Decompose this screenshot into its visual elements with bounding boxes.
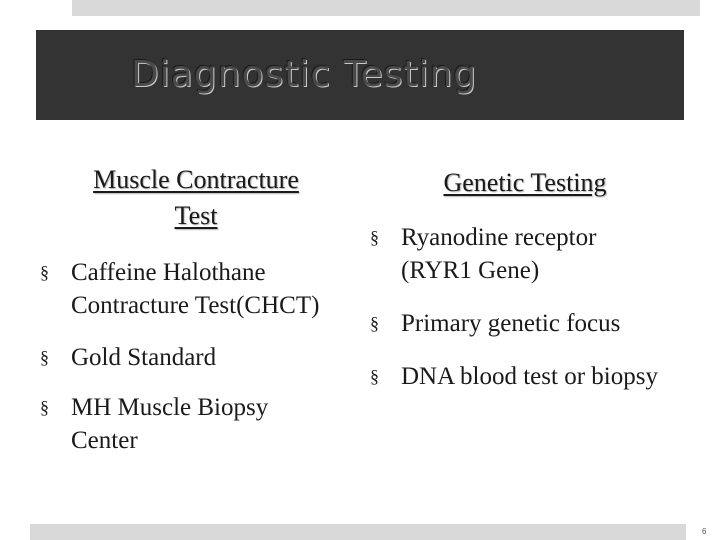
list-item bbox=[40, 256, 330, 322]
bullet-text: MH Muscle Biopsy Center bbox=[71, 394, 269, 454]
bullet-text: Gold Standard bbox=[71, 344, 217, 371]
bullet-text: Ryanodine receptor (RYR1 Gene) bbox=[401, 224, 597, 284]
right-bullet-list bbox=[370, 221, 670, 393]
top-decorative-bar bbox=[72, 0, 700, 16]
left-heading-line-2: Test bbox=[174, 201, 218, 230]
bullet-marker-icon: § bbox=[40, 262, 49, 282]
left-column-heading bbox=[56, 162, 336, 234]
slide-number: 6 bbox=[702, 527, 707, 536]
bullet-marker-icon: § bbox=[370, 366, 379, 386]
bullet-text: Caffeine Halothane Contracture Test(CHCT) bbox=[71, 259, 320, 319]
list-item bbox=[370, 360, 670, 393]
slide-title: Diagnostic Testing bbox=[131, 54, 478, 95]
left-bullet-list bbox=[40, 256, 330, 457]
bullet-marker-icon: § bbox=[370, 227, 379, 247]
list-item bbox=[370, 221, 670, 287]
bottom-decorative-bar bbox=[30, 524, 686, 540]
list-item bbox=[40, 341, 330, 374]
left-heading-line-1: Muscle Contracture bbox=[93, 165, 299, 194]
bullet-marker-icon: § bbox=[370, 313, 379, 333]
bullet-text: DNA blood test or biopsy bbox=[401, 363, 658, 390]
list-item bbox=[370, 307, 670, 340]
bullet-text: Primary genetic focus bbox=[401, 310, 621, 337]
bullet-marker-icon: § bbox=[40, 397, 49, 417]
right-column-heading: Genetic Testing bbox=[443, 168, 607, 197]
bullet-marker-icon: § bbox=[40, 347, 49, 367]
list-item bbox=[40, 391, 330, 457]
